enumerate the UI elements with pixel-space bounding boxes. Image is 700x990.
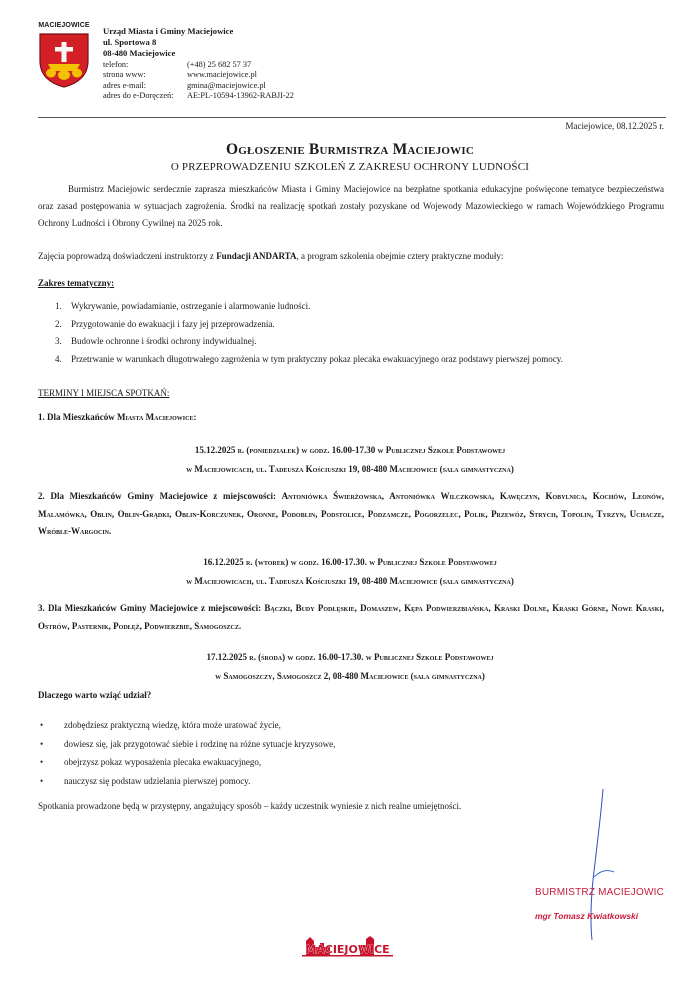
list-item <box>38 716 335 735</box>
page-title: Ogłoszenie Burmistrza Maciejowic <box>226 141 474 158</box>
foundation-name: Fundacji ANDARTA <box>216 251 297 261</box>
reasons-list <box>38 716 335 790</box>
contact-row <box>103 91 294 101</box>
office-name: Urząd Miasta i Gminy Maciejowice <box>103 26 234 36</box>
date-line: Maciejowice, 08.12.2025 r. <box>565 121 664 131</box>
item-number: 2. <box>55 318 62 329</box>
slot-date-line: 16.12.2025 r. (wtorek) w godz. 16.00-17.30. w Publicznej Szkole Podstawowej <box>203 557 497 567</box>
municipal-crest <box>36 22 92 94</box>
slot-venue-line: w Maciejowicach, ul. Tadeusza Kościuszki 19, 08-480 Maciejowice (sala gimnastyczna) <box>186 464 514 474</box>
handwritten-signature-icon <box>570 785 630 945</box>
maciejowice-logo <box>300 933 395 961</box>
slot-venue-line: w Maciejowicach, ul. Tadeusza Kościuszki 19, 08-480 Maciejowice (sala gimnastyczna) <box>186 576 514 586</box>
item-text: obejrzysz pokaz wyposażenia plecaka ewakuacyjnego, <box>64 757 262 767</box>
meeting-slot <box>0 441 700 479</box>
logo-wordmark: MACIEJOWICE <box>305 943 390 956</box>
bullet-icon: • <box>40 757 44 767</box>
terms-heading: TERMINY I MIEJSCA SPOTKAŃ: <box>38 388 170 398</box>
contact-list <box>103 60 294 101</box>
list-item <box>55 351 655 369</box>
closing-paragraph: Spotkania prowadzone będą w przystępny, angażujący sposób – każdy uczestnik wyniesie z nich realne umiejętności. <box>38 801 462 811</box>
header-divider <box>38 117 666 118</box>
item-text: Wykrywanie, powiadamianie, ostrzeganie i alarmowanie ludności. <box>71 301 311 311</box>
coat-of-arms-icon <box>36 31 92 89</box>
why-heading: Dlaczego warto wziąć udział? <box>38 690 152 700</box>
item-text: Przygotowanie do ewakuacji i fazy jej przeprowadzenia. <box>71 318 275 329</box>
signature-name-stamp: mgr Tomasz Kwiatkowski <box>535 911 639 921</box>
meeting-slot <box>0 648 700 686</box>
group-places: Miasta Maciejowice: <box>117 412 197 422</box>
contact-label: telefon: <box>103 60 129 69</box>
item-text: zdobędziesz praktyczną wiedzę, która może uratować życie, <box>64 720 281 730</box>
list-item <box>38 735 335 754</box>
item-number: 3. <box>55 336 62 346</box>
scope-heading: Zakres tematyczny: <box>38 278 115 288</box>
item-text: dowiesz się, jak przygotować siebie i rodzinę na różne sytuacje kryzysowe, <box>64 738 336 749</box>
edelivery-value: AE:PL-10594-13962-RABJI-22 <box>187 90 294 100</box>
group-heading <box>38 412 196 422</box>
group-places: Antoniówka Świerżowska, Antoniówka Wilczkowska, Kawęczyn, Kobylnica, Kochów, Leonów, Malamówka, Oblin, Oblin-Grądki, Oblin-Korczunek, Oronne, Podoblin, Podstolice, Podzamcze, Pogorzelec, Polik, Przewóz, Strych, Topolin, Tyrzyn, Uchacze, Wróble-Wargocin. <box>38 491 664 536</box>
item-text: Budowle ochronne i środki ochrony indywidualnej. <box>71 336 257 346</box>
item-text: Przetrwanie w warunkach długotrwałego zagrożenia w tym praktyczny pokaz plecaka ewakuacyjnego oraz podstawy pierwszej pomocy. <box>71 353 563 364</box>
contact-label: adres do e-Doręczeń: <box>103 90 174 100</box>
instructors-paragraph <box>38 251 503 261</box>
instructors-text-before: Zajęcia poprowadzą doświadczeni instruktorzy z <box>38 251 217 261</box>
intro-paragraph: Burmistrz Maciejowic serdecznie zaprasza mieszkańców Miasta i Gminy Maciejowice na bezpłatne spotkania edukacyjne poświęcone tematyce bezpieczeństwa oraz zasad postępowania w sytuacjach zagrożenia. Środki na realizację spotkań zostały pozyskane od Wojewody Mazowieckiego w ramach Wojewódzkiego Programu Ochrony Ludności i Obrony Cywilnej na 2025 rok. <box>38 184 664 228</box>
phone-value: (+48) 25 682 57 37 <box>187 60 252 69</box>
list-item <box>55 316 655 334</box>
list-item <box>38 753 335 772</box>
bullet-icon: • <box>40 775 44 786</box>
contact-row <box>103 81 294 91</box>
contact-row <box>103 60 294 70</box>
group-lead: 3. Dla Mieszkańców Gminy Maciejowice z miejscowości: <box>38 603 265 613</box>
list-item <box>55 333 655 351</box>
instructors-text-after: , a program szkolenia obejmie cztery praktyczne moduły: <box>296 251 504 261</box>
group-heading <box>38 600 664 635</box>
item-number: 1. <box>55 301 62 311</box>
email-link[interactable]: gmina@maciejowice.pl <box>187 80 266 90</box>
slot-date-line: 17.12.2025 r. (środa) w godz. 16.00-17.30. w Publicznej Szkole Podstawowej <box>206 652 494 662</box>
bullet-icon: • <box>40 720 44 730</box>
contact-row <box>103 70 294 80</box>
page-subtitle: O PRZEPROWADZENIU SZKOLEŃ Z ZAKRESU OCHRONY LUDNOŚCI <box>170 161 530 173</box>
list-item <box>38 772 335 791</box>
list-item <box>55 298 655 316</box>
item-number: 4. <box>55 353 62 364</box>
contact-label: adres e-mail: <box>103 80 147 90</box>
website-link[interactable]: www.maciejowice.pl <box>187 70 257 80</box>
contact-label: strona www: <box>103 70 146 80</box>
signature-title-stamp: BURMISTRZ MACIEJOWIC <box>535 887 664 898</box>
module-list <box>55 298 655 368</box>
bullet-icon: • <box>40 738 44 749</box>
office-street: ul. Sportowa 8 <box>103 37 157 47</box>
office-address <box>103 26 233 59</box>
slot-venue-line: w Samogoszczy, Samogoszcz 2, 08-480 Maciejowice (sala gimnastyczna) <box>215 671 485 681</box>
meeting-slot <box>0 553 700 591</box>
group-places: Bączki, Budy Podłęskie, Domaszew, Kępa Podwierzbiańska, Kraski Dolne, Kraski Górne, Nowe Kraski, Ostrów, Pasternik, Podłęż, Podwierzbie, Samogoszcz. <box>38 603 664 631</box>
slot-date-line: 15.12.2025 r. (poniedziałek) w godz. 16.00-17.30 w Publicznej Szkole Podstawowej <box>194 445 506 455</box>
group-lead: 2. Dla Mieszkańców Gminy Maciejowice z miejscowości: <box>38 491 282 501</box>
group-heading <box>38 488 664 541</box>
office-postal: 08-480 Maciejowice <box>103 48 176 58</box>
group-lead: 1. Dla Mieszkańców <box>38 412 117 422</box>
crest-name: MACIEJOWICE <box>38 22 90 29</box>
item-text: nauczysz się podstaw udzielania pierwszej pomocy. <box>64 775 251 786</box>
